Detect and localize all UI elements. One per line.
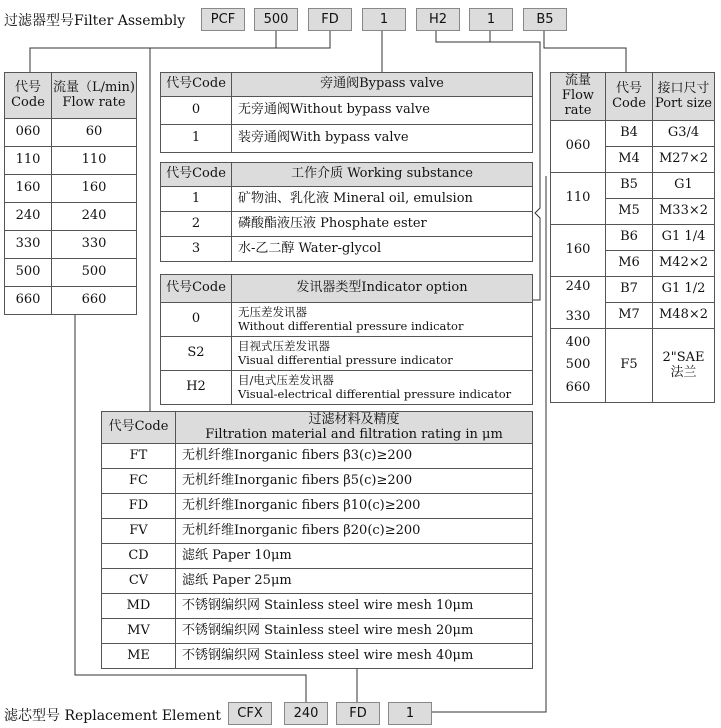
port-size-table	[550, 72, 715, 403]
table-row: 110 110	[5, 147, 137, 175]
replacement-element-title: 滤芯型号 Replacement Element	[4, 708, 222, 724]
table-row: M6 M42×2	[551, 251, 715, 277]
indicator-option-table	[160, 274, 533, 405]
table-row: MD 不锈钢编织网 Stainless steel wire mesh 10μm	[102, 594, 533, 619]
table-row: M7 M48×2	[551, 303, 715, 329]
table-row: 330 330	[5, 231, 137, 259]
indicator-title-header: 发讯器类型Indicator option	[232, 275, 533, 303]
table-row: 160 160	[5, 175, 137, 203]
filter-assembly-title: 过滤器型号Filter Assembly	[4, 13, 186, 29]
table-row: MV 不锈钢编织网 Stainless steel wire mesh 20μm	[102, 619, 533, 644]
table-row: 160 B6 G1 1/4	[551, 225, 715, 251]
table-row: 060 B4 G3/4	[551, 121, 715, 147]
table-row: FD 无机纤维Inorganic fibers β10(c)≥200	[102, 494, 533, 519]
bypass-title-header: 旁通阀Bypass valve	[232, 73, 533, 97]
table-row: H2 目/电式压差发讯器 Visual-electrical differential pressure indicator	[161, 371, 533, 405]
substance-title-header: 工作介质 Working substance	[232, 163, 533, 187]
footer-code-bypass: 1	[388, 702, 432, 725]
bypass-valve-table	[160, 72, 533, 153]
table-row: CV 滤纸 Paper 25μm	[102, 569, 533, 594]
connector-b5-port	[544, 30, 626, 72]
flow-table-code-header: 代号 Code	[5, 73, 52, 119]
table-row: S2 目视式压差发讯器 Visual differential pressure indicator	[161, 337, 533, 371]
table-row: FC 无机纤维Inorganic fibers β5(c)≥200	[102, 469, 533, 494]
flow-rate-table	[4, 72, 137, 315]
connector-1-substance	[490, 30, 536, 42]
table-row: 240 240	[5, 203, 137, 231]
indicator-code-header: 代号Code	[161, 275, 232, 303]
code-box-material: FD	[308, 8, 352, 31]
code-box-substance: 1	[469, 8, 513, 31]
footer-code-series: CFX	[228, 702, 272, 725]
table-row: 0 无旁通阀Without bypass valve	[161, 97, 533, 125]
code-box-port: B5	[523, 8, 567, 31]
table-row: 500 500	[5, 259, 137, 287]
working-substance-table	[160, 162, 533, 262]
footer-code-flow: 240	[284, 702, 328, 725]
table-row: CD 滤纸 Paper 10μm	[102, 544, 533, 569]
port-flow-header: 流量 Flow rate	[551, 73, 606, 121]
table-row: 400 500 660 F5 2"SAE 法兰	[551, 329, 715, 403]
table-row: 3 水-乙二醇 Water-glycol	[161, 237, 533, 262]
table-row: 1 矿物油、乳化液 Mineral oil, emulsion	[161, 187, 533, 212]
table-row: M5 M33×2	[551, 199, 715, 225]
table-row: ME 不锈钢编织网 Stainless steel wire mesh 40μm	[102, 644, 533, 669]
code-box-series: PCF	[201, 8, 245, 31]
table-row: 1 装旁通阀With bypass valve	[161, 125, 533, 153]
table-row: FT 无机纤维Inorganic fibers β3(c)≥200	[102, 444, 533, 469]
table-row: M4 M27×2	[551, 147, 715, 173]
code-box-flow: 500	[254, 8, 298, 31]
code-box-indicator: H2	[416, 8, 460, 31]
port-code-header: 代号 Code	[606, 73, 653, 121]
substance-code-header: 代号Code	[161, 163, 232, 187]
flow-table-flow-header: 流量（L/min) Flow rate	[52, 73, 137, 119]
footer-code-material: FD	[336, 702, 380, 725]
table-row: 240 330 B7 G1 1/2	[551, 277, 715, 303]
table-row: 060 60	[5, 119, 137, 147]
filtration-material-table	[101, 411, 533, 669]
table-row: 110 B5 G1	[551, 173, 715, 199]
table-row: 660 660	[5, 287, 137, 315]
code-box-bypass: 1	[362, 8, 406, 31]
connector-500-flow	[30, 30, 276, 72]
bypass-code-header: 代号Code	[161, 73, 232, 97]
table-row: 2 磷酸酯液压液 Phosphate ester	[161, 212, 533, 237]
table-row: FV 无机纤维Inorganic fibers β20(c)≥200	[102, 519, 533, 544]
filtration-code-header: 代号Code	[102, 412, 176, 444]
port-size-header: 接口尺寸 Port size	[653, 73, 715, 121]
table-row: 0 无压差发讯器 Without differential pressure indicator	[161, 303, 533, 337]
filtration-title-header: 过滤材料及精度 Filtration material and filtration rating in μm	[176, 412, 533, 444]
